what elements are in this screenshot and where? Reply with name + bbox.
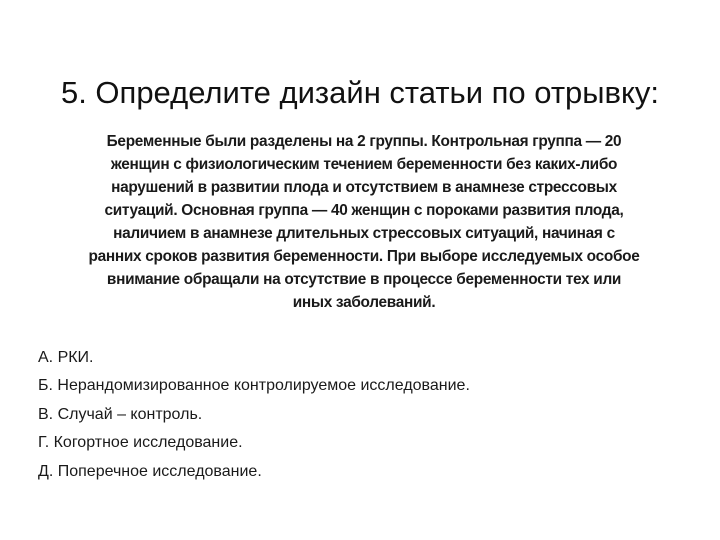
answer-option-a: А. РКИ. xyxy=(38,349,94,366)
excerpt-line: нарушений в развитии плода и отсутствием в анамнезе стрессовых xyxy=(111,179,617,196)
excerpt-line: ситуаций. Основная группа — 40 женщин с пороками развития плода, xyxy=(104,202,624,219)
excerpt-line: наличием в анамнезе длительных стрессовых ситуаций, начиная с xyxy=(113,225,615,242)
answer-options-list xyxy=(38,344,698,486)
question-title: 5. Определите дизайн статьи по отрывку: xyxy=(60,74,660,110)
excerpt-line: Беременные были разделены на 2 группы. Контрольная группа — 20 xyxy=(106,133,622,150)
excerpt-line: ранних сроков развития беременности. При выборе исследуемых особое xyxy=(88,248,640,265)
answer-option-d: Г. Когортное исследование. xyxy=(38,434,243,452)
answer-option-e: Д. Поперечное исследование. xyxy=(38,462,262,480)
excerpt-line: женщин с физиологическим течением беременности без каких-либо xyxy=(110,156,618,173)
answer-option-c: В. Случай – контроль. xyxy=(38,405,203,423)
excerpt-line: иных заболеваний. xyxy=(292,294,436,311)
article-excerpt xyxy=(44,130,684,314)
answer-option-b: Б. Нерандомизированное контролируемое исследование. xyxy=(38,377,470,395)
excerpt-line: внимание обращали на отсутствие в процессе беременности тех или xyxy=(106,271,622,288)
